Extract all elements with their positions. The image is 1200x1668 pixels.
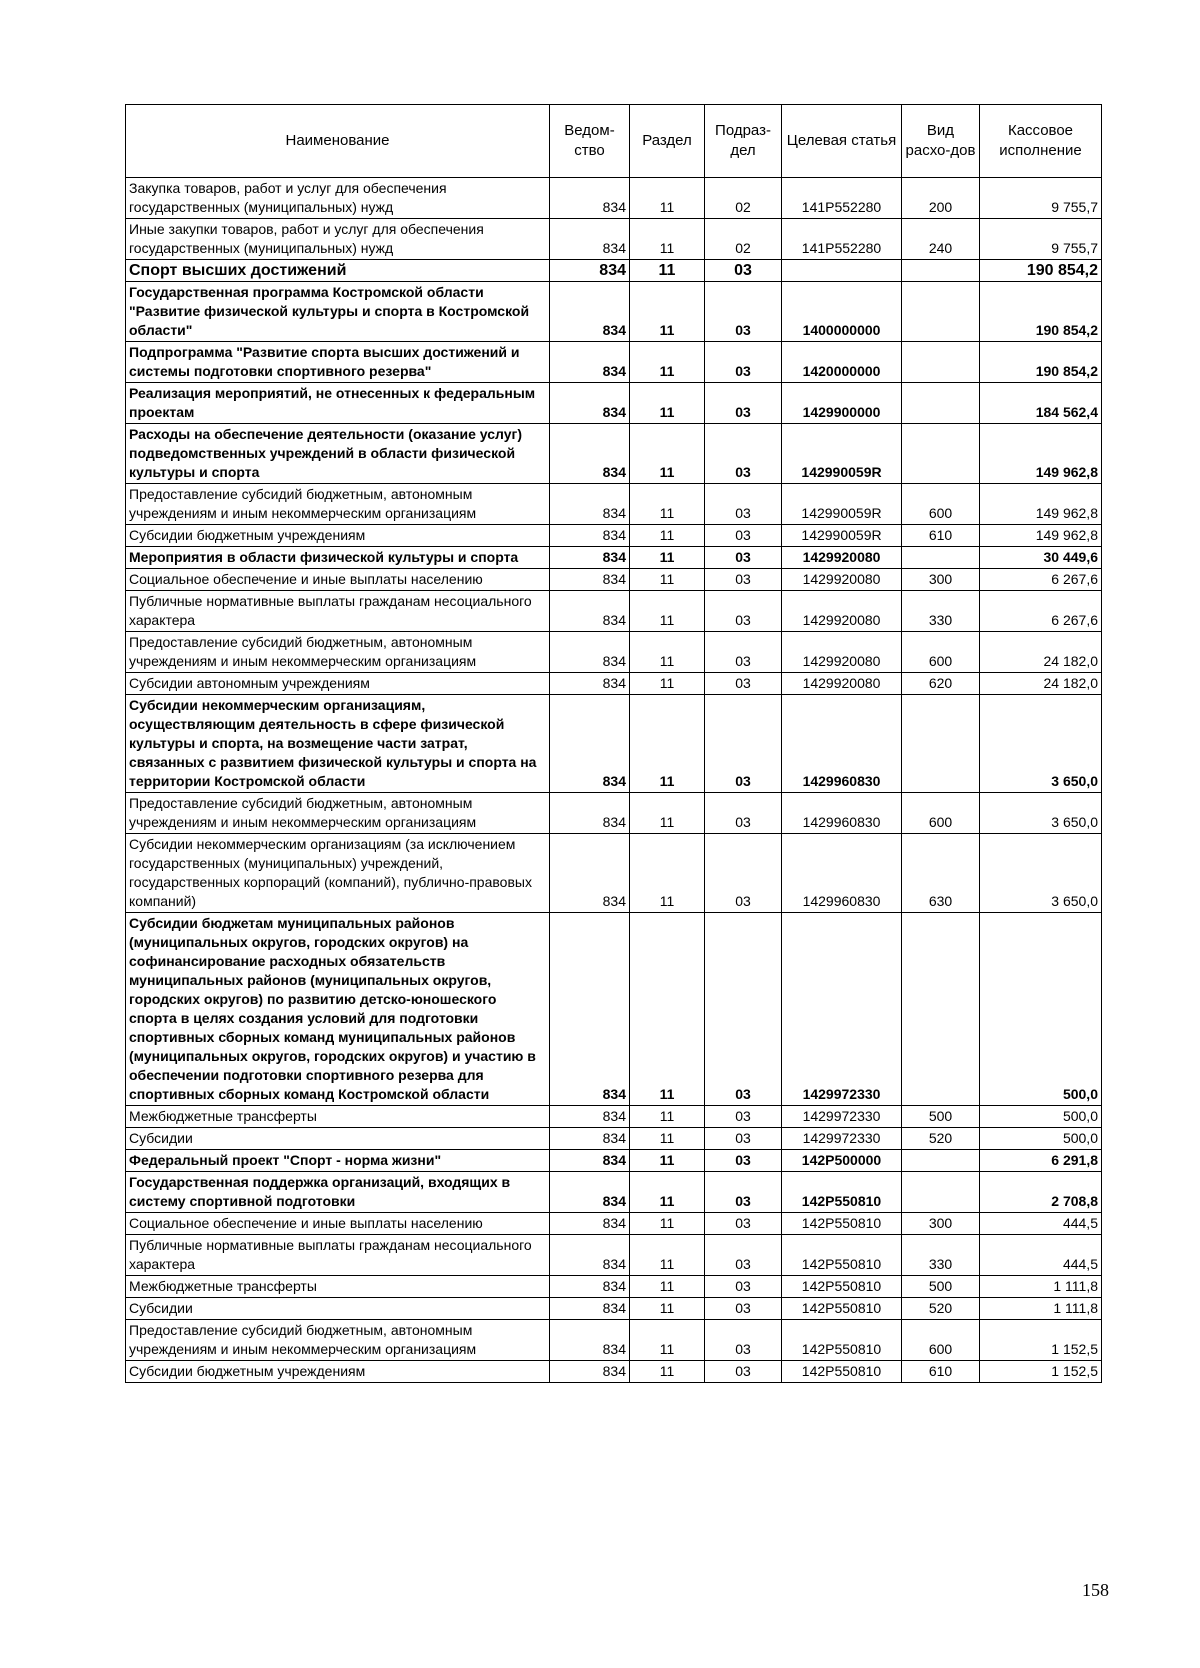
cell-podrazdel: 03 [705, 834, 782, 913]
cell-razdel: 11 [630, 569, 705, 591]
cell-razdel: 11 [630, 834, 705, 913]
cell-kassa: 6 267,6 [980, 591, 1102, 632]
cell-vid [902, 547, 980, 569]
cell-razdel: 11 [630, 1320, 705, 1361]
table-row [126, 484, 1102, 525]
cell-kassa: 2 708,8 [980, 1172, 1102, 1213]
cell-razdel: 11 [630, 1150, 705, 1172]
cell-name: Предоставление субсидий бюджетным, автономным учреждениям и иным некоммерческим организациям [126, 632, 550, 673]
table-row [126, 1150, 1102, 1172]
cell-podrazdel: 03 [705, 793, 782, 834]
cell-kassa: 190 854,2 [980, 260, 1102, 282]
cell-name: Спорт высших достижений [126, 260, 550, 282]
cell-kassa: 3 650,0 [980, 834, 1102, 913]
cell-ved: 834 [550, 591, 630, 632]
cell-ved: 834 [550, 424, 630, 484]
table-row [126, 342, 1102, 383]
cell-kassa: 500,0 [980, 1106, 1102, 1128]
cell-podrazdel: 03 [705, 342, 782, 383]
cell-name: Публичные нормативные выплаты гражданам несоциального характера [126, 1235, 550, 1276]
cell-podrazdel: 03 [705, 282, 782, 342]
page-number: 158 [1082, 1580, 1109, 1600]
cell-celevaya: 142990059R [782, 525, 902, 547]
cell-name: Субсидии бюджетным учреждениям [126, 1361, 550, 1383]
cell-vid [902, 282, 980, 342]
cell-vid: 300 [902, 569, 980, 591]
table-row [126, 1106, 1102, 1128]
cell-podrazdel: 03 [705, 1320, 782, 1361]
cell-kassa: 184 562,4 [980, 383, 1102, 424]
cell-vid: 300 [902, 1213, 980, 1235]
cell-vid: 520 [902, 1298, 980, 1320]
cell-razdel: 11 [630, 484, 705, 525]
cell-vid [902, 695, 980, 793]
table-row [126, 913, 1102, 1106]
cell-razdel: 11 [630, 1128, 705, 1150]
cell-podrazdel: 03 [705, 424, 782, 484]
cell-kassa: 190 854,2 [980, 342, 1102, 383]
cell-razdel: 11 [630, 1235, 705, 1276]
table-row [126, 695, 1102, 793]
cell-razdel: 11 [630, 1361, 705, 1383]
cell-vid [902, 260, 980, 282]
cell-celevaya: 141P552280 [782, 219, 902, 260]
cell-ved: 834 [550, 484, 630, 525]
cell-celevaya: 1429920080 [782, 591, 902, 632]
cell-razdel: 11 [630, 282, 705, 342]
cell-name: Субсидии автономным учреждениям [126, 673, 550, 695]
table-row [126, 1235, 1102, 1276]
cell-name: Межбюджетные трансферты [126, 1276, 550, 1298]
cell-ved: 834 [550, 695, 630, 793]
cell-celevaya: 142P550810 [782, 1276, 902, 1298]
cell-kassa: 6 291,8 [980, 1150, 1102, 1172]
cell-celevaya: 142P500000 [782, 1150, 902, 1172]
cell-ved: 834 [550, 1276, 630, 1298]
table-row [126, 1128, 1102, 1150]
cell-celevaya: 1429920080 [782, 673, 902, 695]
cell-name: Субсидии бюджетным учреждениям [126, 525, 550, 547]
table-row [126, 1298, 1102, 1320]
cell-podrazdel: 03 [705, 1150, 782, 1172]
cell-name: Социальное обеспечение и иные выплаты населению [126, 569, 550, 591]
cell-vid: 520 [902, 1128, 980, 1150]
cell-vid: 600 [902, 793, 980, 834]
cell-celevaya: 1400000000 [782, 282, 902, 342]
cell-ved: 834 [550, 1320, 630, 1361]
cell-celevaya: 142P550810 [782, 1320, 902, 1361]
cell-kassa: 24 182,0 [980, 673, 1102, 695]
cell-razdel: 11 [630, 260, 705, 282]
cell-kassa: 444,5 [980, 1235, 1102, 1276]
cell-razdel: 11 [630, 632, 705, 673]
cell-ved: 834 [550, 1172, 630, 1213]
cell-kassa: 500,0 [980, 1128, 1102, 1150]
cell-kassa: 24 182,0 [980, 632, 1102, 673]
cell-podrazdel: 03 [705, 484, 782, 525]
table-row [126, 547, 1102, 569]
cell-celevaya: 1429920080 [782, 547, 902, 569]
cell-ved: 834 [550, 1298, 630, 1320]
table-header [126, 105, 1102, 178]
cell-celevaya [782, 260, 902, 282]
cell-razdel: 11 [630, 219, 705, 260]
cell-vid: 330 [902, 1235, 980, 1276]
cell-razdel: 11 [630, 547, 705, 569]
cell-podrazdel: 03 [705, 1128, 782, 1150]
cell-vid [902, 1172, 980, 1213]
table-row [126, 1276, 1102, 1298]
table-body [126, 178, 1102, 1383]
cell-razdel: 11 [630, 1276, 705, 1298]
cell-podrazdel: 02 [705, 219, 782, 260]
cell-celevaya: 1429920080 [782, 569, 902, 591]
cell-name: Федеральный проект "Спорт - норма жизни" [126, 1150, 550, 1172]
table-row [126, 219, 1102, 260]
cell-podrazdel: 02 [705, 178, 782, 219]
cell-name: Расходы на обеспечение деятельности (оказание услуг) подведомственных учреждений в области физической культуры и спорта [126, 424, 550, 484]
cell-kassa: 1 152,5 [980, 1361, 1102, 1383]
cell-ved: 834 [550, 547, 630, 569]
cell-razdel: 11 [630, 793, 705, 834]
table-row [126, 1172, 1102, 1213]
cell-podrazdel: 03 [705, 1213, 782, 1235]
cell-kassa: 9 755,7 [980, 219, 1102, 260]
cell-name: Субсидии бюджетам муниципальных районов (муниципальных округов, городских округов) на софинансирование расходных обязательств муниципальных районов (муниципальных округов, городских округов) по развитию детско-юношеского спорта в целях создания условий для подготовки спортивных сборных команд муниципальных районов (муниципальных округов, городских округов) и участию в обеспечении подготовки спортивного резерва для спортивных сборных команд Костромской области [126, 913, 550, 1106]
cell-ved: 834 [550, 1128, 630, 1150]
cell-celevaya: 1429960830 [782, 793, 902, 834]
cell-celevaya: 1429960830 [782, 695, 902, 793]
cell-vid: 500 [902, 1106, 980, 1128]
table-row [126, 1320, 1102, 1361]
cell-razdel: 11 [630, 695, 705, 793]
cell-vid: 500 [902, 1276, 980, 1298]
cell-vid: 600 [902, 484, 980, 525]
cell-vid [902, 342, 980, 383]
cell-celevaya: 142P550810 [782, 1172, 902, 1213]
cell-razdel: 11 [630, 424, 705, 484]
cell-vid: 600 [902, 1320, 980, 1361]
table-row [126, 793, 1102, 834]
header-kassa: Кассовое исполнение [980, 105, 1102, 178]
header-name: Наименование [126, 105, 550, 178]
cell-razdel: 11 [630, 1298, 705, 1320]
cell-celevaya: 1429960830 [782, 834, 902, 913]
table-row [126, 673, 1102, 695]
cell-name: Предоставление субсидий бюджетным, автономным учреждениям и иным некоммерческим организациям [126, 793, 550, 834]
cell-name: Социальное обеспечение и иные выплаты населению [126, 1213, 550, 1235]
cell-podrazdel: 03 [705, 260, 782, 282]
cell-name: Мероприятия в области физической культуры и спорта [126, 547, 550, 569]
cell-razdel: 11 [630, 525, 705, 547]
table-row [126, 591, 1102, 632]
cell-name: Предоставление субсидий бюджетным, автономным учреждениям и иным некоммерческим организациям [126, 1320, 550, 1361]
cell-ved: 834 [550, 342, 630, 383]
table-row [126, 1361, 1102, 1383]
cell-ved: 834 [550, 1150, 630, 1172]
cell-kassa: 149 962,8 [980, 525, 1102, 547]
budget-table [125, 104, 1102, 1383]
header-row [126, 105, 1102, 178]
cell-podrazdel: 03 [705, 547, 782, 569]
header-vid: Вид расхо-дов [902, 105, 980, 178]
cell-vid: 620 [902, 673, 980, 695]
table-row [126, 178, 1102, 219]
table-row [126, 424, 1102, 484]
cell-name: Иные закупки товаров, работ и услуг для обеспечения государственных (муниципальных) нужд [126, 219, 550, 260]
cell-name: Государственная поддержка организаций, входящих в систему спортивной подготовки [126, 1172, 550, 1213]
cell-podrazdel: 03 [705, 1235, 782, 1276]
cell-name: Подпрограмма "Развитие спорта высших достижений и системы подготовки спортивного резерва" [126, 342, 550, 383]
cell-ved: 834 [550, 178, 630, 219]
cell-vid: 600 [902, 632, 980, 673]
header-celevaya: Целевая статья [782, 105, 902, 178]
cell-vid: 610 [902, 1361, 980, 1383]
cell-celevaya: 1429972330 [782, 913, 902, 1106]
cell-kassa: 30 449,6 [980, 547, 1102, 569]
cell-razdel: 11 [630, 1213, 705, 1235]
table-row [126, 569, 1102, 591]
cell-podrazdel: 03 [705, 569, 782, 591]
cell-kassa: 6 267,6 [980, 569, 1102, 591]
cell-vid [902, 424, 980, 484]
cell-kassa: 3 650,0 [980, 695, 1102, 793]
cell-ved: 834 [550, 282, 630, 342]
cell-ved: 834 [550, 219, 630, 260]
header-ved: Ведом-ство [550, 105, 630, 178]
cell-vid: 240 [902, 219, 980, 260]
cell-name: Межбюджетные трансферты [126, 1106, 550, 1128]
header-razdel: Раздел [630, 105, 705, 178]
cell-name: Субсидии [126, 1128, 550, 1150]
cell-celevaya: 142P550810 [782, 1298, 902, 1320]
cell-name: Субсидии некоммерческим организациям, осуществляющим деятельность в сфере физической культуры и спорта, на возмещение части затрат, связанных с развитием физической культуры и спорта на территории Костромской области [126, 695, 550, 793]
cell-ved: 834 [550, 1235, 630, 1276]
header-podrazdel: Подраз-дел [705, 105, 782, 178]
cell-ved: 834 [550, 632, 630, 673]
cell-podrazdel: 03 [705, 1361, 782, 1383]
table-row [126, 1213, 1102, 1235]
cell-razdel: 11 [630, 383, 705, 424]
cell-celevaya: 1429972330 [782, 1106, 902, 1128]
cell-ved: 834 [550, 834, 630, 913]
cell-ved: 834 [550, 525, 630, 547]
cell-ved: 834 [550, 673, 630, 695]
cell-celevaya: 1429972330 [782, 1128, 902, 1150]
cell-podrazdel: 03 [705, 591, 782, 632]
cell-kassa: 9 755,7 [980, 178, 1102, 219]
table-row [126, 383, 1102, 424]
cell-razdel: 11 [630, 1106, 705, 1128]
cell-podrazdel: 03 [705, 383, 782, 424]
cell-kassa: 190 854,2 [980, 282, 1102, 342]
cell-kassa: 149 962,8 [980, 484, 1102, 525]
cell-podrazdel: 03 [705, 1172, 782, 1213]
cell-ved: 834 [550, 1106, 630, 1128]
cell-ved: 834 [550, 1361, 630, 1383]
cell-kassa: 500,0 [980, 913, 1102, 1106]
cell-name: Предоставление субсидий бюджетным, автономным учреждениям и иным некоммерческим организациям [126, 484, 550, 525]
cell-kassa: 3 650,0 [980, 793, 1102, 834]
cell-kassa: 1 111,8 [980, 1298, 1102, 1320]
table-row [126, 282, 1102, 342]
cell-celevaya: 1429900000 [782, 383, 902, 424]
cell-razdel: 11 [630, 913, 705, 1106]
cell-podrazdel: 03 [705, 632, 782, 673]
cell-vid: 200 [902, 178, 980, 219]
cell-vid: 610 [902, 525, 980, 547]
cell-podrazdel: 03 [705, 695, 782, 793]
cell-razdel: 11 [630, 178, 705, 219]
table-row [126, 834, 1102, 913]
cell-vid [902, 1150, 980, 1172]
cell-celevaya: 1420000000 [782, 342, 902, 383]
table-row [126, 260, 1102, 282]
cell-name: Закупка товаров, работ и услуг для обеспечения государственных (муниципальных) нужд [126, 178, 550, 219]
cell-name: Реализация мероприятий, не отнесенных к федеральным проектам [126, 383, 550, 424]
cell-podrazdel: 03 [705, 673, 782, 695]
cell-celevaya: 142P550810 [782, 1235, 902, 1276]
cell-celevaya: 142P550810 [782, 1213, 902, 1235]
cell-celevaya: 142990059R [782, 484, 902, 525]
cell-razdel: 11 [630, 1172, 705, 1213]
cell-vid: 330 [902, 591, 980, 632]
cell-podrazdel: 03 [705, 1276, 782, 1298]
cell-ved: 834 [550, 1213, 630, 1235]
cell-celevaya: 142P550810 [782, 1361, 902, 1383]
cell-kassa: 149 962,8 [980, 424, 1102, 484]
cell-podrazdel: 03 [705, 913, 782, 1106]
cell-vid [902, 383, 980, 424]
cell-celevaya: 1429920080 [782, 632, 902, 673]
cell-celevaya: 141P552280 [782, 178, 902, 219]
cell-razdel: 11 [630, 591, 705, 632]
cell-ved: 834 [550, 913, 630, 1106]
table-row [126, 525, 1102, 547]
cell-name: Публичные нормативные выплаты гражданам несоциального характера [126, 591, 550, 632]
cell-vid [902, 913, 980, 1106]
cell-kassa: 1 111,8 [980, 1276, 1102, 1298]
cell-name: Субсидии [126, 1298, 550, 1320]
cell-razdel: 11 [630, 673, 705, 695]
cell-kassa: 1 152,5 [980, 1320, 1102, 1361]
cell-podrazdel: 03 [705, 1298, 782, 1320]
cell-razdel: 11 [630, 342, 705, 383]
cell-ved: 834 [550, 260, 630, 282]
cell-celevaya: 142990059R [782, 424, 902, 484]
table-row [126, 632, 1102, 673]
cell-ved: 834 [550, 383, 630, 424]
cell-podrazdel: 03 [705, 525, 782, 547]
cell-name: Государственная программа Костромской области "Развитие физической культуры и спорта в Костромской области" [126, 282, 550, 342]
cell-ved: 834 [550, 793, 630, 834]
cell-podrazdel: 03 [705, 1106, 782, 1128]
cell-ved: 834 [550, 569, 630, 591]
cell-name: Субсидии некоммерческим организациям (за исключением государственных (муниципальных) учреждений, государственных корпораций (компаний), публично-правовых компаний) [126, 834, 550, 913]
cell-vid: 630 [902, 834, 980, 913]
cell-kassa: 444,5 [980, 1213, 1102, 1235]
